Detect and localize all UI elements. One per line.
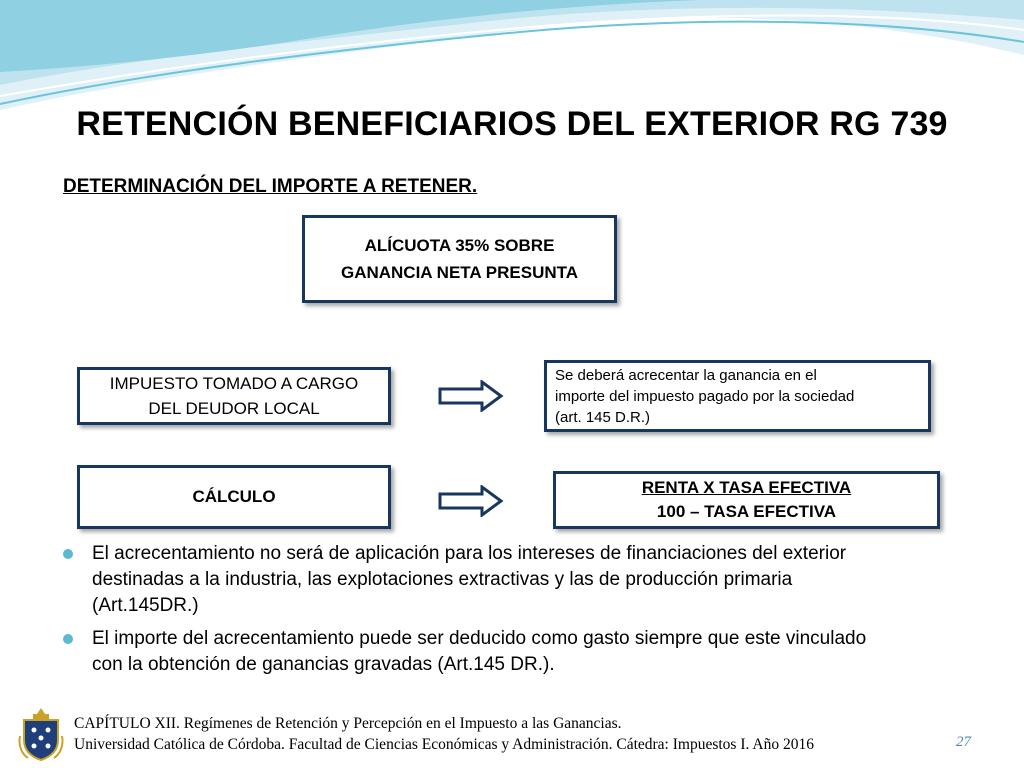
bullet-list bbox=[60, 541, 960, 685]
note-line-3: (art. 145 D.R.) bbox=[555, 408, 651, 426]
bullet-dot-icon bbox=[63, 634, 73, 644]
formula-numerator: RENTA X TASA EFECTIVA bbox=[641, 478, 852, 497]
alicuota-box bbox=[302, 215, 617, 303]
bullet-2-line-2: con la obtención de ganancias gravadas (Art.145 DR.). bbox=[92, 654, 555, 675]
calculo-box bbox=[77, 465, 391, 529]
slide-subtitle: DETERMINACIÓN DEL IMPORTE A RETENER. bbox=[63, 176, 478, 197]
bullet-item bbox=[60, 626, 960, 678]
formula-box bbox=[553, 471, 940, 529]
acrecentar-note-box bbox=[544, 360, 931, 432]
university-crest-logo bbox=[18, 706, 64, 762]
alicuota-line-2: GANANCIA NETA PRESUNTA bbox=[340, 263, 579, 282]
bullet-1-line-3: (Art.145DR.) bbox=[92, 595, 199, 616]
bullet-item bbox=[60, 541, 960, 619]
slide-title: RETENCIÓN BENEFICIARIOS DEL EXTERIOR RG 739 bbox=[76, 105, 948, 143]
impuesto-line-1: IMPUESTO TOMADO A CARGO bbox=[109, 374, 359, 393]
bullet-2-line-1: El importe del acrecentamiento puede ser deducido como gasto siempre que este vinculado bbox=[92, 628, 867, 649]
bullet-1-line-2: destinadas a la industria, las explotaciones extractivas y las de producción primaria bbox=[92, 569, 793, 590]
alicuota-line-1: ALÍCUOTA 35% SOBRE bbox=[364, 236, 555, 255]
note-line-1: Se deberá acrecentar la ganancia en el bbox=[555, 366, 817, 384]
footer-line-2: Universidad Católica de Córdoba. Facultad de Ciencias Económicas y Administración. Cátedra: Impuestos I. Año 2016 bbox=[74, 736, 814, 753]
bullet-dot-icon bbox=[63, 549, 73, 559]
page-number: 27 bbox=[956, 734, 971, 750]
footer-text bbox=[74, 713, 814, 755]
right-arrow-icon bbox=[438, 485, 504, 517]
calculo-label: CÁLCULO bbox=[192, 487, 276, 506]
right-arrow-icon bbox=[438, 380, 504, 412]
impuesto-line-2: DEL DEUDOR LOCAL bbox=[148, 399, 320, 418]
footer-line-1: CAPÍTULO XII. Regímenes de Retención y Percepción en el Impuesto a las Ganancias. bbox=[74, 715, 622, 732]
formula-denominator: 100 – TASA EFECTIVA bbox=[656, 502, 837, 521]
bullet-1-line-1: El acrecentamiento no será de aplicación para los intereses de financiaciones del exterior bbox=[92, 543, 847, 564]
impuesto-box bbox=[77, 367, 391, 425]
note-line-2: importe del impuesto pagado por la sociedad bbox=[555, 387, 855, 405]
